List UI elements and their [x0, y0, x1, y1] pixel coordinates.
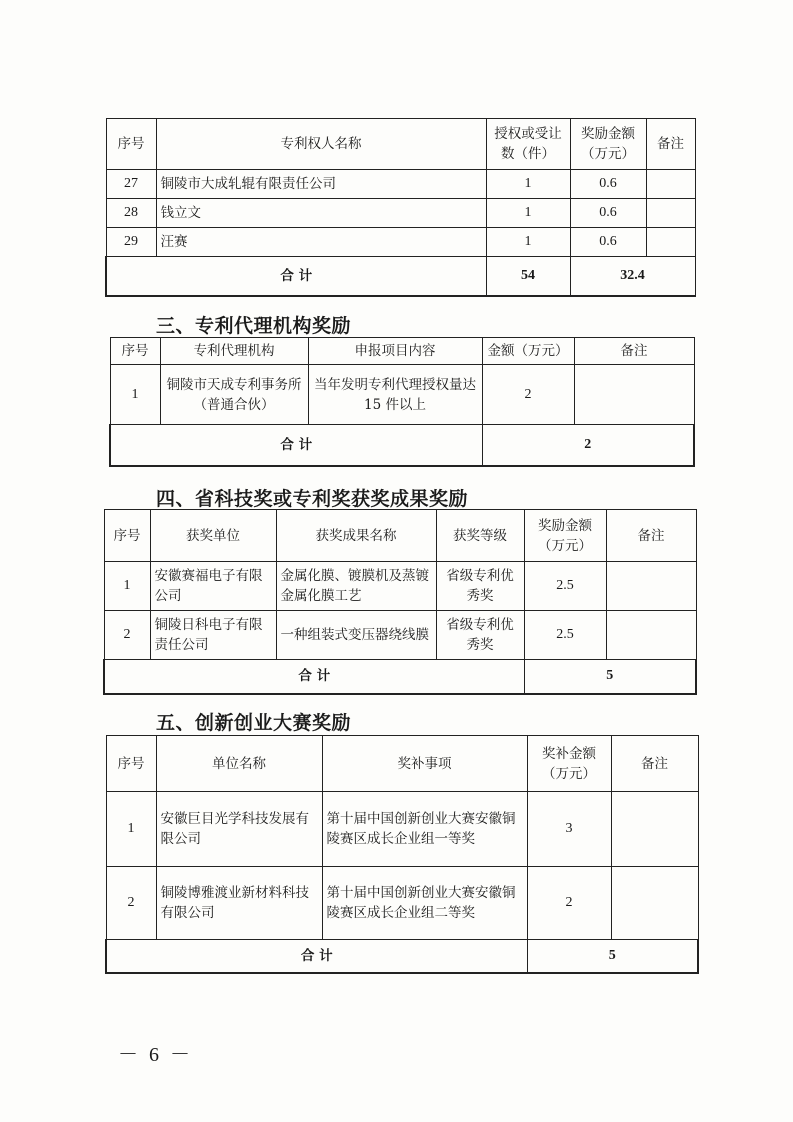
total-row	[104, 660, 696, 694]
section-5-title: 五、创新创业大赛奖励	[156, 712, 352, 734]
header-project: 申报项目内容	[308, 338, 482, 365]
header-count: 授权或受让数（件）	[486, 119, 570, 170]
header-unit: 单位名称	[156, 736, 322, 792]
table-row	[106, 170, 695, 199]
row-amount: 0.6	[570, 228, 646, 257]
row-note	[611, 867, 698, 940]
row-amount: 2	[482, 365, 574, 425]
row-result: 一种组装式变压器绕线膜	[276, 611, 436, 660]
row-seq: 1	[104, 562, 150, 611]
row-note	[611, 792, 698, 867]
row-item: 第十届中国创新创业大赛安徽铜陵赛区成长企业组一等奖	[322, 792, 527, 867]
row-count: 1	[486, 228, 570, 257]
row-amount: 2	[527, 867, 611, 940]
total-amount: 5	[524, 660, 696, 694]
total-amount: 2	[482, 425, 694, 466]
section-4-title: 四、省科技奖或专利奖获奖成果奖励	[156, 488, 469, 510]
row-holder-name: 钱立文	[156, 199, 486, 228]
table-row	[104, 611, 696, 660]
total-row	[106, 257, 695, 296]
header-seq: 序号	[104, 510, 150, 562]
header-level: 获奖等级	[436, 510, 524, 562]
row-project: 当年发明专利代理授权量达 15 件以上	[308, 365, 482, 425]
row-count: 1	[486, 170, 570, 199]
row-seq: 2	[106, 867, 156, 940]
total-label: 合 计	[110, 425, 482, 466]
row-note	[606, 562, 696, 611]
total-label: 合 计	[106, 257, 486, 296]
row-amount: 3	[527, 792, 611, 867]
row-holder-name: 铜陵市大成轧辊有限责任公司	[156, 170, 486, 199]
row-seq: 1	[106, 792, 156, 867]
contest-table	[105, 735, 699, 974]
row-seq: 28	[106, 199, 156, 228]
header-seq: 序号	[106, 736, 156, 792]
header-item: 奖补事项	[322, 736, 527, 792]
page-number: － 6 －	[118, 1044, 193, 1066]
row-amount: 2.5	[524, 611, 606, 660]
header-amount: 奖补金额（万元）	[527, 736, 611, 792]
row-holder-name: 汪赛	[156, 228, 486, 257]
total-label: 合 计	[104, 660, 524, 694]
row-unit: 安徽巨目光学科技发展有限公司	[156, 792, 322, 867]
header-holder-name: 专利权人名称	[156, 119, 486, 170]
row-result: 金属化膜、镀膜机及蒸镀金属化膜工艺	[276, 562, 436, 611]
total-amount: 32.4	[570, 257, 695, 296]
row-unit: 安徽赛福电子有限公司	[150, 562, 276, 611]
row-unit: 铜陵博雅渡业新材料科技有限公司	[156, 867, 322, 940]
header-note: 备注	[611, 736, 698, 792]
row-seq: 29	[106, 228, 156, 257]
award-table	[103, 509, 697, 695]
table-row	[110, 365, 694, 425]
row-item: 第十届中国创新创业大赛安徽铜陵赛区成长企业组二等奖	[322, 867, 527, 940]
table-row	[104, 562, 696, 611]
header-note: 备注	[646, 119, 695, 170]
header-result: 获奖成果名称	[276, 510, 436, 562]
row-unit: 铜陵日科电子有限责任公司	[150, 611, 276, 660]
table-row	[106, 199, 695, 228]
row-note	[646, 199, 695, 228]
row-count: 1	[486, 199, 570, 228]
total-row	[110, 425, 694, 466]
header-seq: 序号	[110, 338, 160, 365]
row-amount: 2.5	[524, 562, 606, 611]
row-note	[574, 365, 694, 425]
header-agency: 专利代理机构	[160, 338, 308, 365]
total-label: 合 计	[106, 940, 527, 973]
table-row	[106, 792, 698, 867]
header-unit: 获奖单位	[150, 510, 276, 562]
total-amount: 5	[527, 940, 698, 973]
header-seq: 序号	[106, 119, 156, 170]
row-level: 省级专利优秀奖	[436, 611, 524, 660]
row-seq: 2	[104, 611, 150, 660]
row-amount: 0.6	[570, 170, 646, 199]
header-amount: 奖励金额（万元）	[524, 510, 606, 562]
patent-holder-table	[105, 118, 696, 297]
header-amount: 奖励金额（万元）	[570, 119, 646, 170]
row-note	[646, 228, 695, 257]
table-row	[106, 867, 698, 940]
row-seq: 1	[110, 365, 160, 425]
header-amount: 金额（万元）	[482, 338, 574, 365]
section-3-title: 三、专利代理机构奖励	[156, 315, 352, 337]
agency-table	[109, 337, 695, 467]
row-note	[646, 170, 695, 199]
row-amount: 0.6	[570, 199, 646, 228]
total-row	[106, 940, 698, 973]
total-count: 54	[486, 257, 570, 296]
row-level: 省级专利优秀奖	[436, 562, 524, 611]
row-seq: 27	[106, 170, 156, 199]
row-agency: 铜陵市天成专利事务所（普通合伙）	[160, 365, 308, 425]
table-row	[106, 228, 695, 257]
header-note: 备注	[606, 510, 696, 562]
row-note	[606, 611, 696, 660]
header-note: 备注	[574, 338, 694, 365]
